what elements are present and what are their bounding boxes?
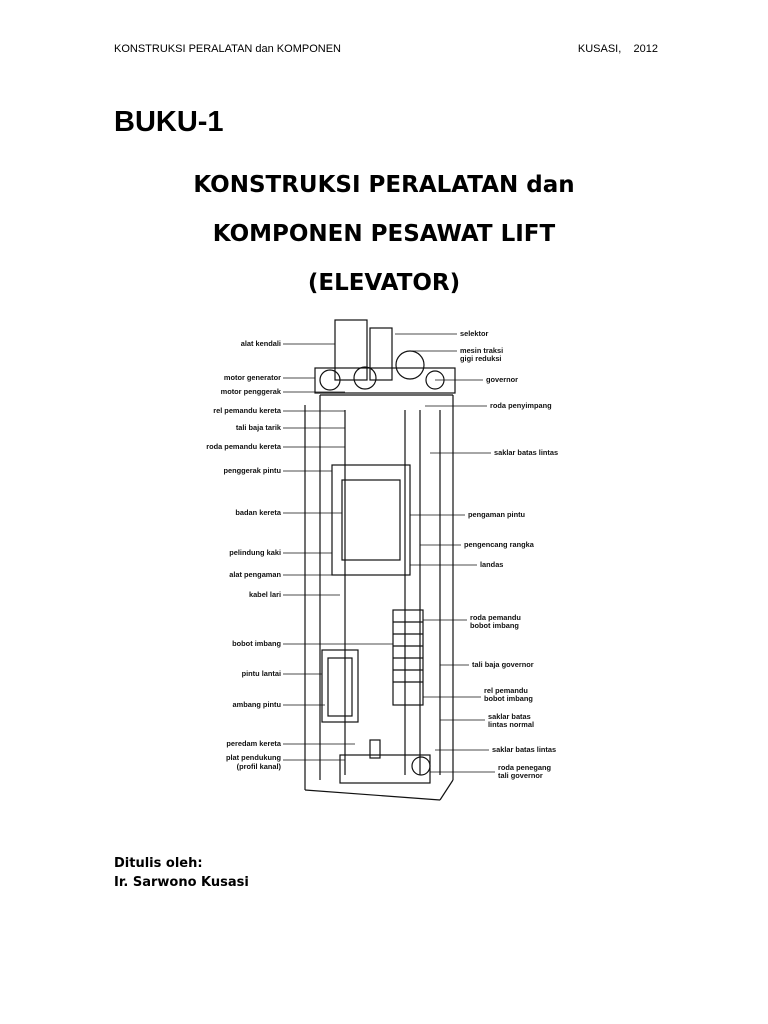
label-badan-kereta: badan kereta [235,508,281,517]
label-ambang-pintu: ambang pintu [232,700,281,709]
label-tali-governor: tali governor [498,771,543,780]
label-pengencang-rangka: pengencang rangka [464,540,534,549]
label-pintu-lantai: pintu lantai [241,669,281,678]
book-number: BUKU-1 [114,106,224,138]
label-tali-baja-tarik: tali baja tarik [235,423,281,432]
label-landas: landas [480,560,504,569]
label-saklar-batas-lintas: saklar batas lintas [494,448,559,457]
label-alat-pengaman: alat pengaman [229,570,281,579]
running-header-author-year: KUSASI, 2012 [577,43,658,55]
title-line-1: KONSTRUKSI PERALATAN dan [193,172,575,198]
label-bobot-imbang-cw: bobot imbang [470,621,519,630]
label-bobot-imbang-rail: bobot imbang [484,694,533,703]
label-motor-penggerak: motor penggerak [220,387,281,396]
label-profil-kanal: (profil kanal) [236,762,281,771]
label-roda-pemandu: roda pemandu [470,613,521,622]
running-header-title: KONSTRUKSI PERALATAN dan KOMPONEN [114,43,341,55]
label-mesin-traksi: mesin traksi [460,346,504,355]
author-name: Ir. Sarwono Kusasi [114,875,249,890]
label-tali-baja-governor: tali baja governor [472,660,534,669]
title-line-2: KOMPONEN PESAWAT LIFT [212,221,556,247]
label-rel-pemandu: rel pemandu [484,686,528,695]
label-roda-penyimpang: roda penyimpang [490,401,552,410]
label-selektor: selektor [460,329,489,338]
author-label: Ditulis oleh: [114,856,203,871]
elevator-diagram [195,310,575,810]
label-gigi-reduksi: gigi reduksi [460,354,502,363]
label-roda-pemandu-kereta: roda pemandu kereta [206,442,281,451]
label-roda-penegang: roda penegang [498,763,551,772]
label-kabel-lari: kabel lari [248,590,281,599]
label-saklar-batas-lintas-bottom: saklar batas lintas [492,745,557,754]
label-plat-pendukung: plat pendukung [225,753,281,762]
label-governor: governor [486,375,519,384]
label-motor-generator: motor generator [223,373,281,382]
label-peredam-kereta: peredam kereta [226,739,281,748]
label-bobot-imbang: bobot imbang [232,639,281,648]
title-line-3: (ELEVATOR) [307,270,461,296]
label-penggerak-pintu: penggerak pintu [223,466,281,475]
label-pelindung-kaki: pelindung kaki [229,548,281,557]
label-saklar-batas: saklar batas [488,712,531,721]
label-pengaman-pintu: pengaman pintu [468,510,526,519]
label-lintas-normal: lintas normal [488,720,534,729]
label-alat-kendali: alat kendali [240,339,281,348]
label-rel-pemandu-kereta: rel pemandu kereta [213,406,281,415]
